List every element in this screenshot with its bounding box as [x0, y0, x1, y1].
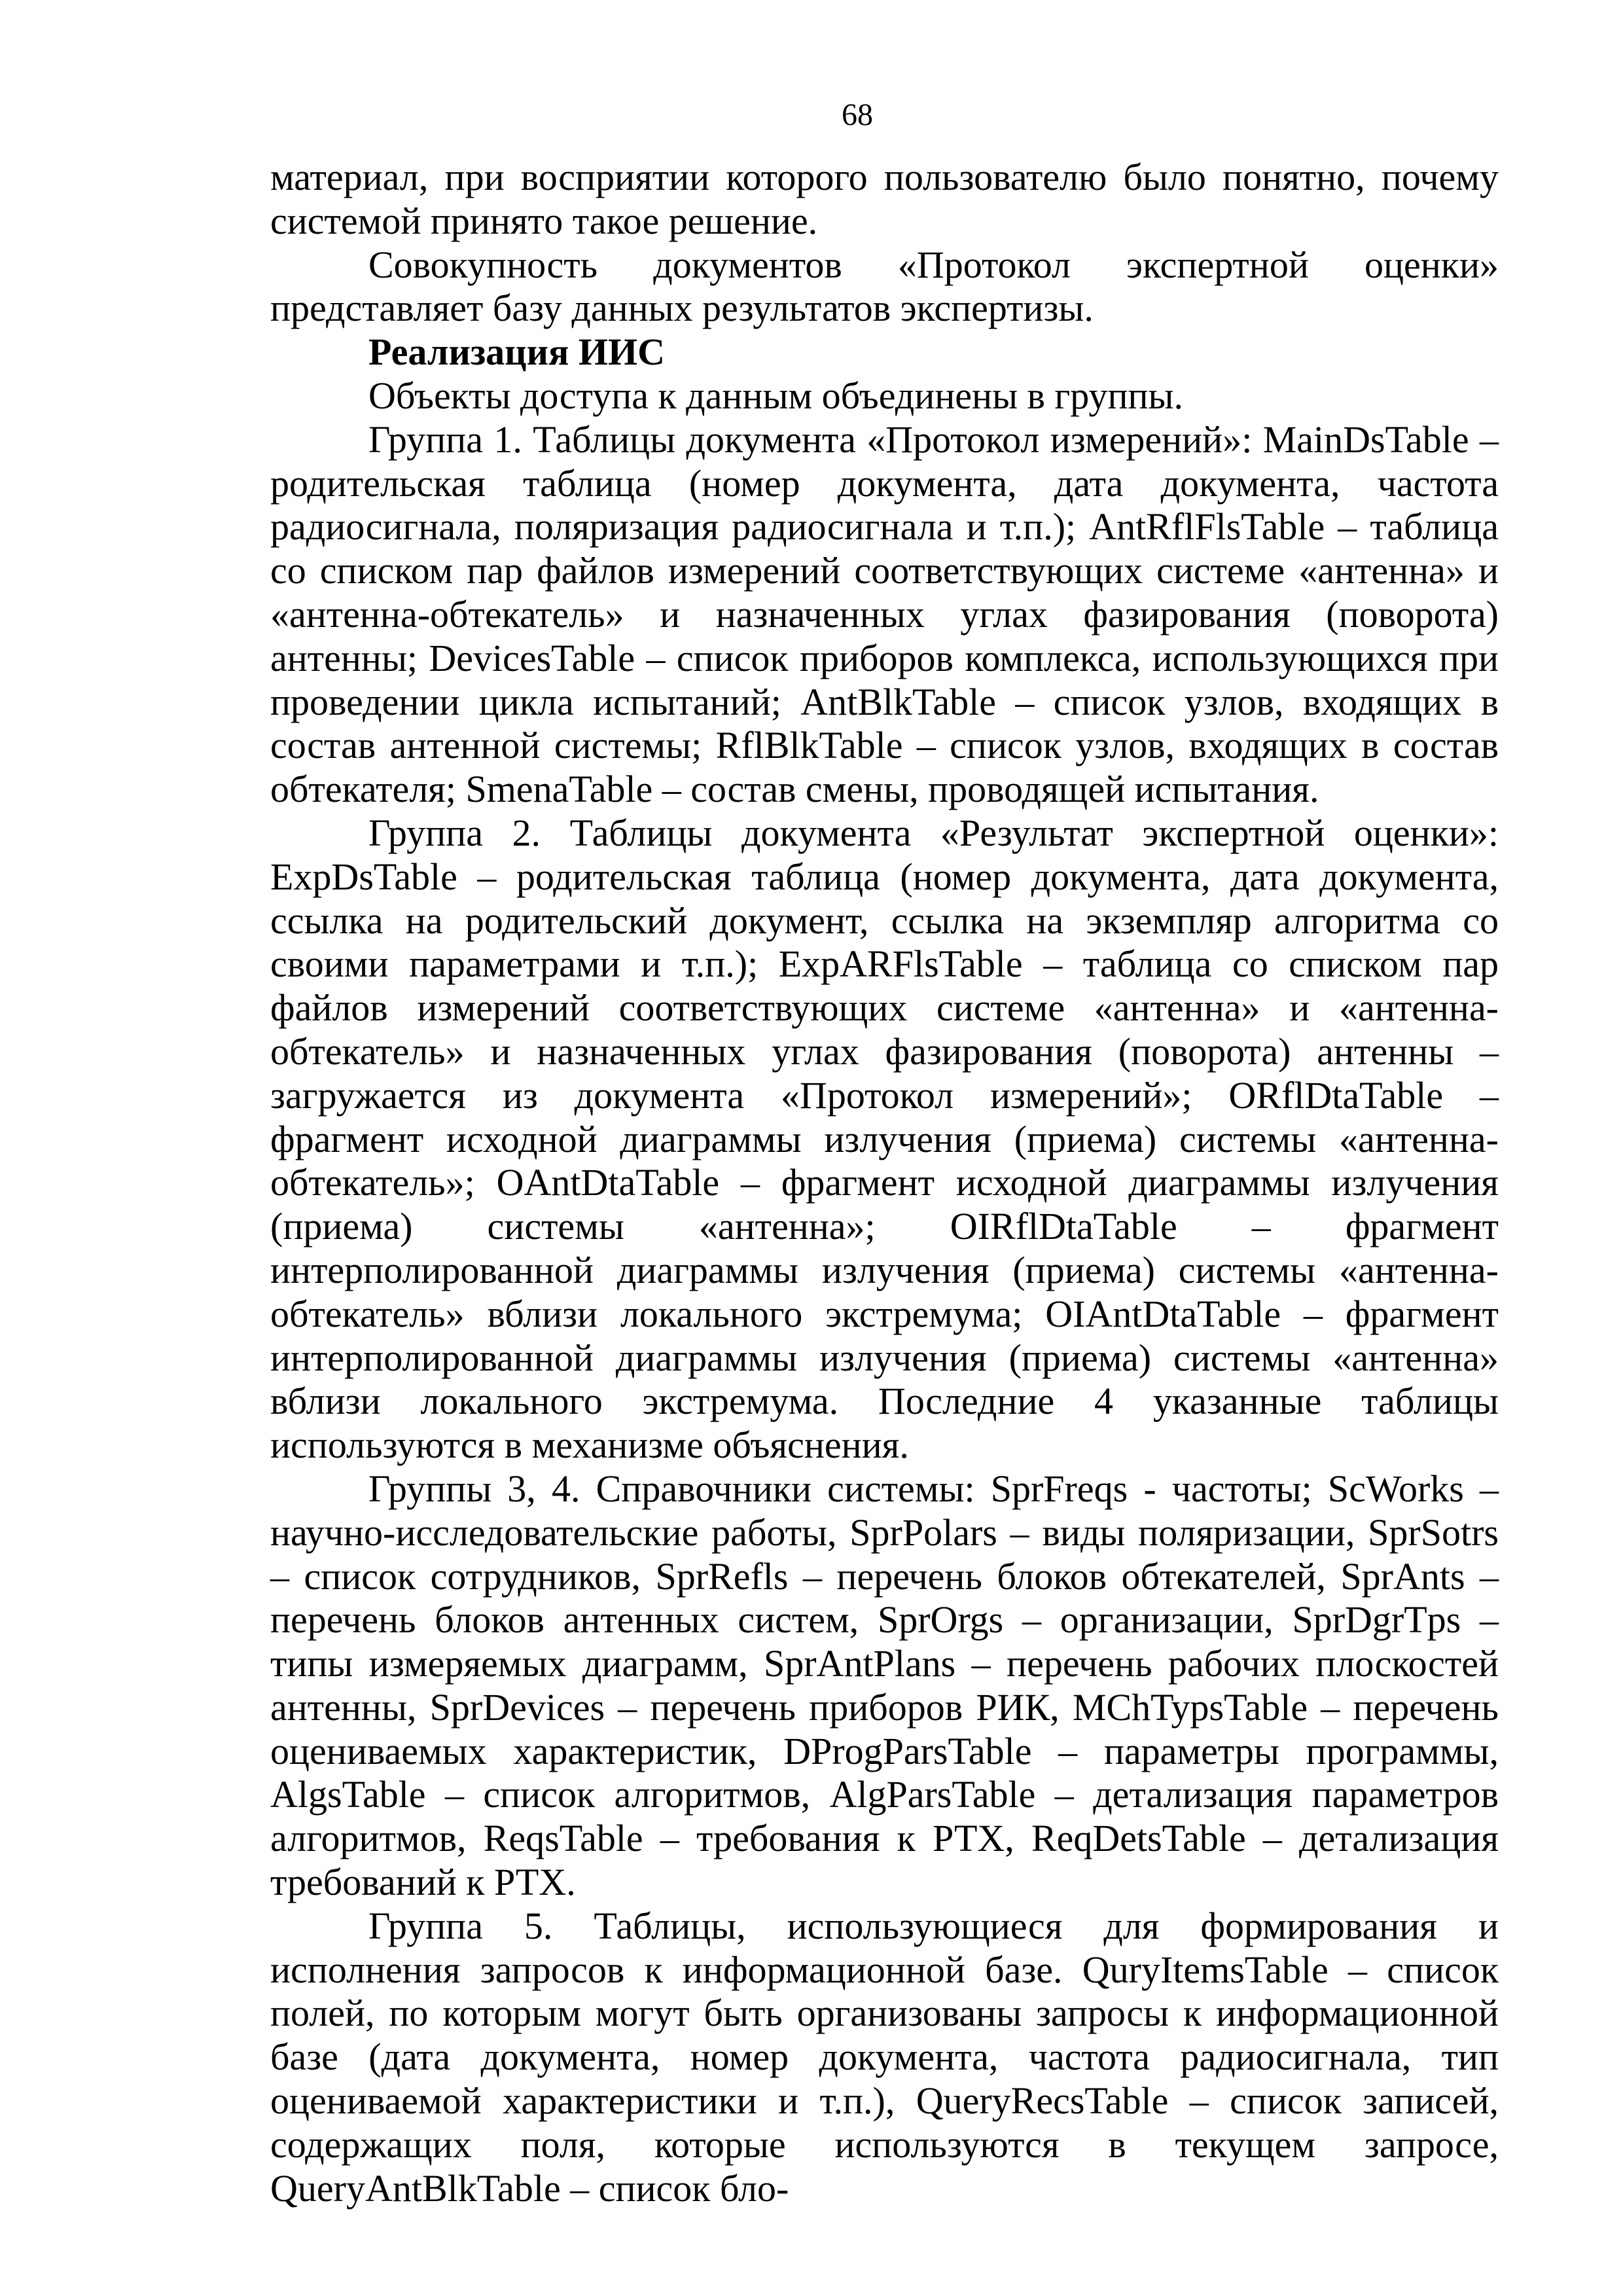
paragraph-continuation: материал, при восприятии которого пользователю было понятно, почему системой принято такое решение. [270, 156, 1499, 242]
paragraph-group-5: Группа 5. Таблицы, использующиеся для формирования и исполнения запросов к информационной базе. QuryItemsTable – список полей, по которым могут быть организованы запросы к информационной базе (дата документа, номер документа, частота радиосигнала, тип оцениваемой характеристики и т.п.), QueryRecsTable – список записей, содержащих поля, которые используются в текущем запросе, QueryAntBlkTable – список бло- [270, 1904, 1499, 2210]
paragraph-groups-3-4: Группы 3, 4. Справочники системы: SprFreqs - частоты; ScWorks – научно-исследовательские работы, SprPolars – виды поляризации, SprSotrs – список сотрудников, SprRefls – перечень блоков обтекателей, SprAnts – перечень блоков антенных систем, SprOrgs – организации, SprDgrTps – типы измеряемых диаграмм, SprAntPlans – перечень рабочих плоскостей антенны, SprDevices – перечень приборов РИК, MChTypsTable – перечень оцениваемых характеристик, DProgParsTable – параметры программы, AlgsTable – список алгоритмов, AlgParsTable – детализация параметров алгоритмов, ReqsTable – требования к РТХ, ReqDetsTable – детализация требований к РТХ. [270, 1467, 1499, 1904]
paragraph-groups-intro: Объекты доступа к данным объединены в группы. [368, 374, 1183, 417]
page-body [270, 156, 1499, 2210]
page-number: 68 [842, 98, 873, 132]
paragraph-group-2: Группа 2. Таблицы документа «Результат экспертной оценки»: ExpDsTable – родительская таблица (номер документа, дата документа, ссылка на родительский документ, ссылка на экземпляр алгоритма со своими параметрами и т.п.); ExpARFlsTable – таблица со списком пар файлов измерений соответствующих системе «антенна» и «антенна-обтекатель» и назначенных углах фазирования (поворота) антенны – загружается из документа «Протокол измерений»; ORflDtaTable – фрагмент исходной диаграммы излучения (приема) системы «антенна-обтекатель»; OAntDtaTable – фрагмент исходной диаграммы излучения (приема) системы «антенна»; OIRflDtaTable – фрагмент интерполированной диаграммы излучения (приема) системы «антенна-обтекатель» вблизи локального экстремума; OIAntDtaTable – фрагмент интерполированной диаграммы излучения (приема) системы «антенна» вблизи локального экстремума. Последние 4 указанные таблицы используются в механизме объяснения. [270, 811, 1499, 1467]
paragraph-protocol-collection: Совокупность документов «Протокол экспертной оценки» представляет базу данных результатов экспертизы. [270, 243, 1499, 330]
paragraph-group-1: Группа 1. Таблицы документа «Протокол измерений»: MainDsTable – родительская таблица (номер документа, дата документа, частота радиосигнала, поляризация радиосигнала и т.п.); AntRflFlsTable – таблица со списком пар файлов измерений соответствующих системе «антенна» и «антенна-обтекатель» и назначенных углах фазирования (поворота) антенны; DevicesTable – список приборов комплекса, использующихся при проведении цикла испытаний; AntBlkTable – список узлов, входящих в состав антенной системы; RflBlkTable – список узлов, входящих в состав обтекателя; SmenaTable – состав смены, проводящей испытания. [270, 418, 1499, 811]
section-heading: Реализация ИИС [368, 331, 666, 374]
